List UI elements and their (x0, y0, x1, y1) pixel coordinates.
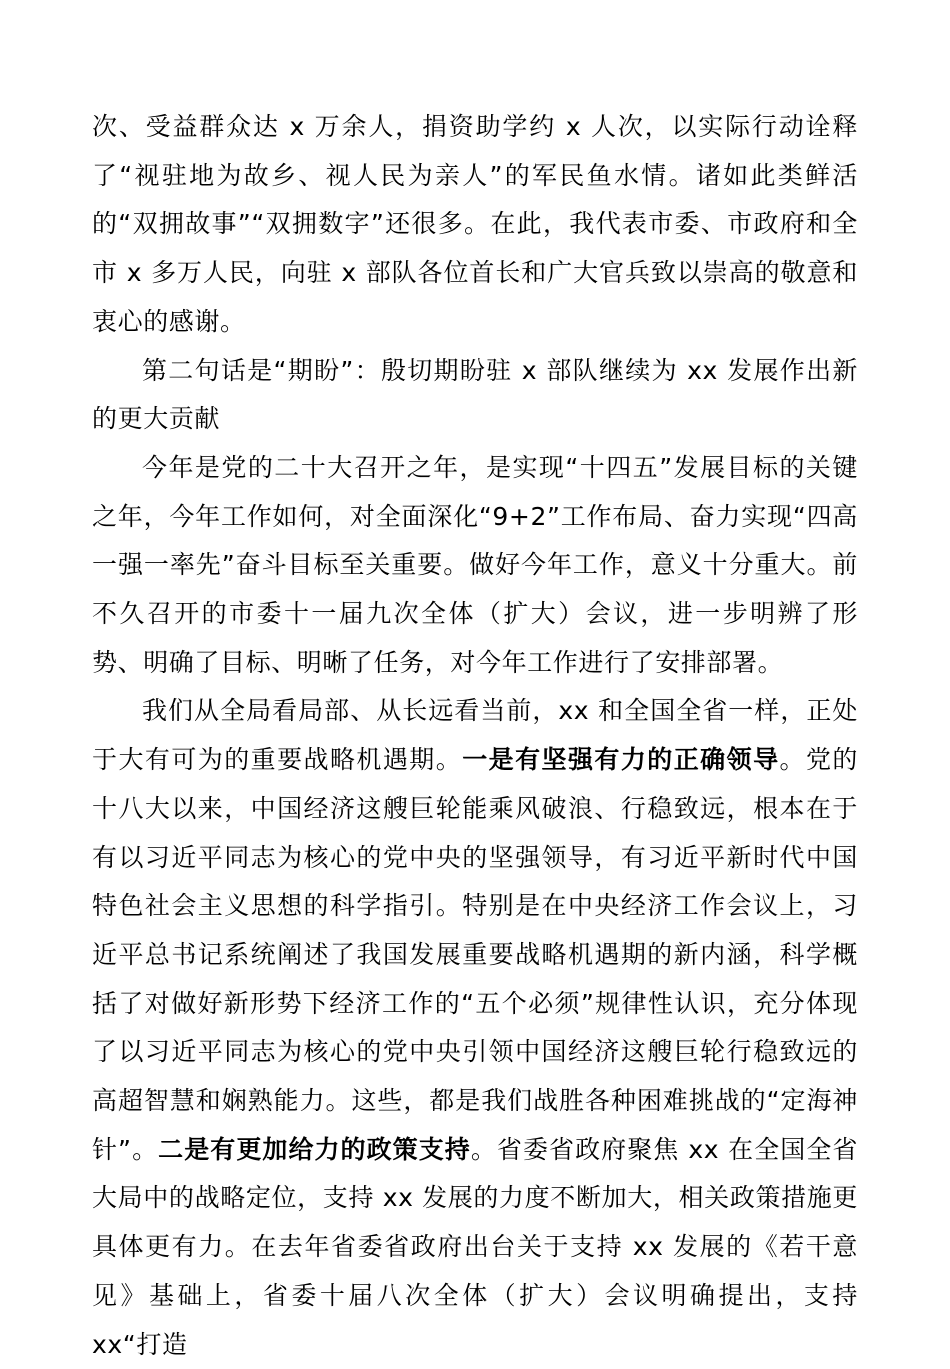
paragraph-1 (92, 103, 858, 347)
paragraph-4-bold-point-2: 二是有更加给力的政策支持 (158, 1134, 471, 1164)
paragraph-4-run-3: 。党的十八大以来，中国经济这艘巨轮能乘风破浪、行稳致远，根本在于有以习近平同志为核心的党中央的坚强领导，有习近平新时代中国特色社会主义思想的科学指引。特别是在中央经济工作会议上，习近平总书记系统阐述了我国发展重要战略机遇期的新内涵，科学概括了对做好新形势下经济工作的“五个必须”规律性认识，充分体现了以习近平同志为核心的党中央引领中国经济这艘巨轮行稳致远的高超智慧和娴熟能力。这些，都是我们战胜各种困难挑战的“定海神针”。 (92, 745, 859, 1164)
paragraph-3-text: 今年是党的二十大召开之年，是实现“十四五”发展目标的关键之年，今年工作如何，对全面深化“9+2”工作布局、奋力实现“四高一强一率先”奋斗目标至关重要。做好今年工作，意义十分重大。前不久召开的市委十一届九次全体（扩大）会议，进一步明辨了形势、明确了目标、明晰了任务，对今年工作进行了安排部署。 (92, 452, 858, 677)
paragraph-2-heading (92, 347, 858, 444)
paragraph-4-run-1: 我们从全局看局部、从长远看当前，xx 和全国全省一样，正处于大有可为的重要战略机遇期。 (92, 696, 858, 775)
paragraph-4-run-5: 。省委省政府聚焦 xx 在全国全省大局中的战略定位，支持 xx 发展的力度不断加大，相关政策措施更具体更有力。在去年省委省政府出台关于支持 xx 发展的《若干意见》基础上，省委十届八次全体（扩大）会议明确提出，支持 xx“打造 (92, 1134, 859, 1359)
paragraph-4 (92, 687, 858, 1369)
paragraph-3 (92, 444, 858, 688)
paragraph-4-bold-point-1: 一是有坚强有力的正确领导 (462, 745, 780, 775)
paragraph-2-text: 第二句话是“期盼”：殷切期盼驻 x 部队继续为 xx 发展作出新的更大贡献 (92, 355, 858, 434)
paragraph-1-text: 次、受益群众达 x 万余人，捐资助学约 x 人次，以实际行动诠释了“视驻地为故乡、视人民为亲人”的军民鱼水情。诸如此类鲜活的“双拥故事”“双拥数字”还很多。在此，我代表市委、市政府和全市 x 多万人民，向驻 x 部队各位首长和广大官兵致以崇高的敬意和衷心的感谢。 (92, 112, 858, 336)
